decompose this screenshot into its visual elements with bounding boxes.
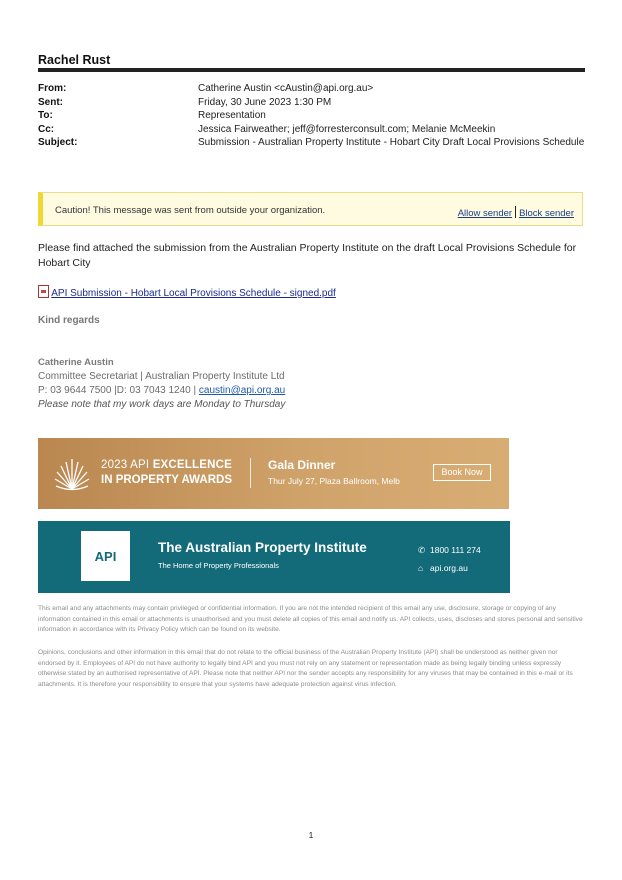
from-label: From: <box>38 83 67 94</box>
allow-sender-link[interactable]: Allow sender <box>457 208 513 219</box>
awards-year: 2023 API <box>101 459 150 471</box>
sender-name-heading: Rachel Rust <box>38 53 111 67</box>
signature-role: Committee Secretariat | Australian Property Institute Ltd <box>38 371 285 382</box>
pdf-file-icon <box>38 285 49 298</box>
signature-workdays-note: Please note that my work days are Monday to Thursday <box>38 399 286 410</box>
external-sender-caution-banner <box>38 192 583 226</box>
awards-banner-divider <box>250 458 251 488</box>
sent-row <box>38 96 585 110</box>
from-value: Catherine Austin <cAustin@api.org.au> <box>198 83 374 94</box>
api-phone <box>418 545 481 556</box>
signature-contact-line <box>38 384 285 398</box>
email-signature <box>38 356 285 412</box>
closing-regards: Kind regards <box>38 315 100 326</box>
sent-value: Friday, 30 June 2023 1:30 PM <box>198 96 332 108</box>
attachment-row[interactable] <box>38 285 336 299</box>
home-icon: ⌂ <box>418 563 424 573</box>
gala-dinner-title: Gala Dinner <box>268 458 336 472</box>
attachment-link[interactable]: API Submission - Hobart Local Provisions Schedule - signed.pdf <box>51 288 336 299</box>
api-website-url: api.org.au <box>430 563 468 573</box>
gala-dinner-details: Thur July 27, Plaza Ballroom, Melb <box>268 476 400 486</box>
awards-line-one <box>101 459 232 471</box>
block-sender-link[interactable]: Block sender <box>519 208 574 219</box>
api-logo <box>81 531 130 581</box>
email-header <box>38 82 585 150</box>
sent-label: Sent: <box>38 96 63 108</box>
cc-label: Cc: <box>38 123 55 135</box>
disclaimer-paragraph-opinions: Opinions, conclusions and other information in this email that do not relate to the official business of the Australian Property Institute (API) shall be understood as neither given nor endorsed by it. Employees of API do not have authority to legally bind API and you must not rely on any statement or representation made as being legally binding unless expressly otherwise stated by an authorised representative of API. Please note that neither API nor the sender accepts any responsibility for any viruses that may be contained in this e-mail or its attachments. It is therefore your responsibility to ensure that your systems have adequate protection against virus infection. <box>38 649 573 688</box>
caution-message: Caution! This message was sent from outside your organization. <box>55 205 326 216</box>
api-phone-number: 1800 111 274 <box>430 545 481 555</box>
from-row <box>38 82 585 96</box>
api-banner-tagline: The Home of Property Professionals <box>158 561 279 570</box>
message-body-paragraph: Please find attached the submission from the Australian Property Institute on the draft Local Provisions Schedule for Hobart City <box>38 242 577 269</box>
disclaimer-paragraph-privacy: This email and any attachments may contain privileged or confidential information. If you are not the intended recipient of this email any use, disclosure, storage or copying of any information contained in this email or attachments is unauthorised and you must delete all copies of this email and notify us. API collects, uses, discloses and stores personal and sensitive information in accordance with its Privacy Policy which can be found on its website. <box>38 605 583 633</box>
subject-value: Submission - Australian Property Institute - Hobart City Draft Local Provisions Schedule <box>198 137 585 149</box>
caution-actions <box>458 206 574 219</box>
header-divider <box>38 68 585 72</box>
awards-line-two: IN PROPERTY AWARDS <box>101 474 232 486</box>
to-row <box>38 109 585 123</box>
lotus-emblem-icon <box>54 453 90 491</box>
phone-icon: ✆ <box>418 545 426 555</box>
api-website[interactable] <box>418 563 468 573</box>
to-label: To: <box>38 110 53 122</box>
cc-value: Jessica Fairweather; jeff@forresterconsult.com; Melanie McMeekin <box>198 123 496 135</box>
api-logo-text: API <box>94 549 117 564</box>
signature-phones: P: 03 9644 7500 |D: 03 7043 1240 | <box>38 385 197 396</box>
to-value: Representation <box>198 110 266 122</box>
awards-gala-banner[interactable] <box>38 438 509 509</box>
subject-row <box>38 136 585 150</box>
book-now-button[interactable]: Book Now <box>433 464 491 481</box>
awards-excellence: EXCELLENCE <box>152 459 233 471</box>
signature-name: Catherine Austin <box>38 357 114 368</box>
subject-label: Subject: <box>38 137 78 149</box>
page-number: 1 <box>308 830 314 840</box>
cc-row <box>38 123 585 137</box>
signature-email-link[interactable]: caustin@api.org.au <box>198 385 286 396</box>
caution-link-separator <box>515 206 516 218</box>
api-brand-banner[interactable] <box>38 521 510 593</box>
api-banner-title: The Australian Property Institute <box>158 540 367 555</box>
